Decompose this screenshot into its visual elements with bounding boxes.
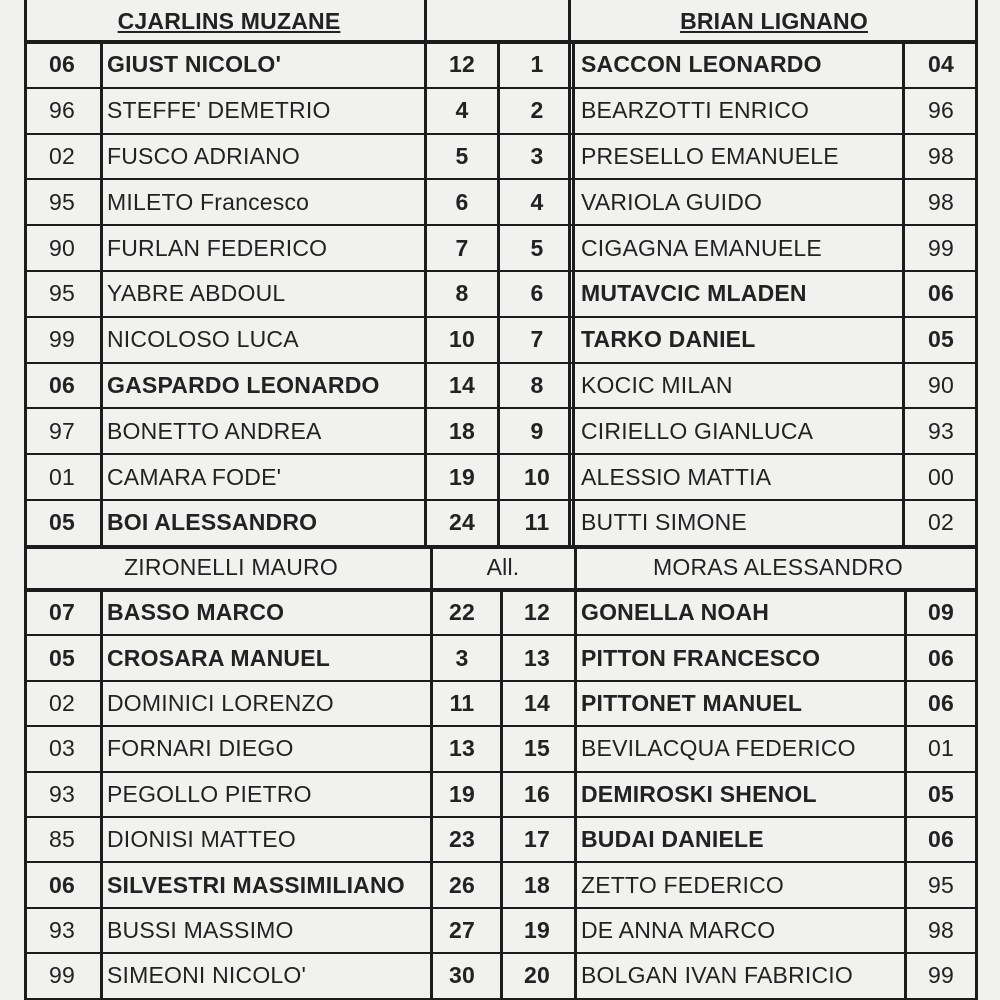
home-year-cell: 99 bbox=[49, 326, 75, 353]
away-player-name: VARIOLA GUIDO bbox=[581, 188, 763, 215]
away-year-cell: 98 bbox=[928, 142, 954, 169]
away-year-cell: 98 bbox=[928, 188, 954, 215]
away-player-name: MUTAVCIC MLADEN bbox=[581, 280, 807, 307]
away-player-name: ZETTO FEDERICO bbox=[581, 871, 784, 898]
home-player-name: YABRE ABDOUL bbox=[107, 280, 286, 307]
home-player-name: PEGOLLO PIETRO bbox=[107, 780, 312, 807]
away-year-cell: 02 bbox=[928, 509, 954, 536]
away-shirt-number: 18 bbox=[524, 871, 550, 898]
home-year-cell: 03 bbox=[49, 735, 75, 762]
away-year-cell: 98 bbox=[928, 916, 954, 943]
home-shirt-number: 26 bbox=[449, 871, 475, 898]
home-shirt-number: 4 bbox=[455, 97, 469, 124]
away-shirt-number: 12 bbox=[524, 599, 550, 626]
home-player-name: NICOLOSO LUCA bbox=[107, 326, 299, 353]
away-player-name: CIRIELLO GIANLUCA bbox=[581, 417, 814, 444]
away-player-name: BOLGAN IVAN FABRICIO bbox=[581, 962, 853, 989]
away-player-name: BEVILACQUA FEDERICO bbox=[581, 735, 856, 762]
away-player-name: BUTTI SIMONE bbox=[581, 509, 747, 536]
home-shirt-number: 10 bbox=[449, 326, 475, 353]
home-year-cell: 95 bbox=[49, 280, 75, 307]
home-year-cell: 85 bbox=[49, 826, 75, 853]
home-year-cell: 05 bbox=[49, 644, 75, 671]
home-player-name: DOMINICI LORENZO bbox=[107, 689, 334, 716]
home-player-name: DIONISI MATTEO bbox=[107, 826, 296, 853]
away-coach: MORAS ALESSANDRO bbox=[653, 553, 903, 580]
away-year-cell: 95 bbox=[928, 871, 954, 898]
away-player-name: CIGAGNA EMANUELE bbox=[581, 234, 822, 261]
home-year-cell: 99 bbox=[49, 962, 75, 989]
away-team-title: BRIAN LIGNANO bbox=[680, 7, 868, 34]
away-player-name: ALESSIO MATTIA bbox=[581, 463, 772, 490]
home-shirt-number: 3 bbox=[455, 644, 469, 671]
away-shirt-number: 15 bbox=[524, 735, 550, 762]
home-player-name: FORNARI DIEGO bbox=[107, 735, 294, 762]
away-year-cell: 93 bbox=[928, 417, 954, 444]
home-year-cell: 01 bbox=[49, 463, 75, 490]
home-shirt-number: 24 bbox=[449, 509, 475, 536]
home-shirt-number: 22 bbox=[449, 599, 475, 626]
away-player-name: BEARZOTTI ENRICO bbox=[581, 97, 810, 124]
home-player-name: BASSO MARCO bbox=[107, 599, 285, 626]
home-year-cell: 93 bbox=[49, 780, 75, 807]
home-year-cell: 93 bbox=[49, 916, 75, 943]
home-shirt-number: 19 bbox=[449, 463, 475, 490]
away-shirt-number: 3 bbox=[530, 142, 544, 169]
away-year-cell: 01 bbox=[928, 735, 954, 762]
home-year-cell: 97 bbox=[49, 417, 75, 444]
away-player-name: DE ANNA MARCO bbox=[581, 916, 776, 943]
home-player-name: SIMEONI NICOLO' bbox=[107, 962, 307, 989]
away-shirt-number: 1 bbox=[530, 51, 544, 78]
away-year-cell: 00 bbox=[928, 463, 954, 490]
home-year-cell: 06 bbox=[49, 51, 75, 78]
home-shirt-number: 6 bbox=[455, 188, 469, 215]
away-shirt-number: 4 bbox=[530, 188, 544, 215]
away-shirt-number: 5 bbox=[530, 234, 544, 261]
away-player-name: BUDAI DANIELE bbox=[581, 826, 764, 853]
away-shirt-number: 13 bbox=[524, 644, 550, 671]
home-team-title: CJARLINS MUZANE bbox=[117, 7, 341, 34]
home-player-name: MILETO Francesco bbox=[107, 188, 310, 215]
home-player-name: FURLAN FEDERICO bbox=[107, 234, 328, 261]
away-shirt-number: 17 bbox=[524, 826, 550, 853]
home-year-cell: 07 bbox=[49, 599, 75, 626]
away-shirt-number: 11 bbox=[524, 509, 550, 536]
home-player-name: BUSSI MASSIMO bbox=[107, 916, 294, 943]
away-year-cell: 04 bbox=[928, 51, 954, 78]
away-player-name: PITTON FRANCESCO bbox=[581, 644, 821, 671]
home-year-cell: 95 bbox=[49, 188, 75, 215]
away-year-cell: 96 bbox=[928, 97, 954, 124]
away-player-name: KOCIC MILAN bbox=[581, 371, 733, 398]
home-player-name: BONETTO ANDREA bbox=[107, 417, 322, 444]
away-year-cell: 06 bbox=[928, 689, 954, 716]
away-player-name: SACCON LEONARDO bbox=[581, 51, 822, 78]
home-shirt-number: 14 bbox=[449, 371, 475, 398]
away-player-name: PRESELLO EMANUELE bbox=[581, 142, 839, 169]
home-year-cell: 96 bbox=[49, 97, 75, 124]
home-player-name: CAMARA FODE' bbox=[107, 463, 282, 490]
away-year-cell: 99 bbox=[928, 234, 954, 261]
away-shirt-number: 9 bbox=[530, 417, 544, 444]
home-shirt-number: 5 bbox=[455, 142, 469, 169]
away-shirt-number: 10 bbox=[524, 463, 550, 490]
home-shirt-number: 30 bbox=[449, 962, 475, 989]
away-year-cell: 06 bbox=[928, 280, 954, 307]
away-shirt-number: 14 bbox=[524, 689, 550, 716]
away-shirt-number: 6 bbox=[530, 280, 544, 307]
away-year-cell: 06 bbox=[928, 826, 954, 853]
home-player-name: GIUST NICOLO' bbox=[107, 51, 282, 78]
home-shirt-number: 13 bbox=[449, 735, 475, 762]
home-year-cell: 06 bbox=[49, 371, 75, 398]
home-shirt-number: 27 bbox=[449, 916, 475, 943]
home-coach: ZIRONELLI MAURO bbox=[124, 553, 338, 580]
home-year-cell: 90 bbox=[49, 234, 75, 261]
away-year-cell: 05 bbox=[928, 780, 954, 807]
home-player-name: STEFFE' DEMETRIO bbox=[107, 97, 331, 124]
away-shirt-number: 2 bbox=[530, 97, 544, 124]
home-player-name: FUSCO ADRIANO bbox=[107, 142, 301, 169]
away-year-cell: 05 bbox=[928, 326, 954, 353]
home-shirt-number: 18 bbox=[449, 417, 475, 444]
away-shirt-number: 8 bbox=[530, 371, 544, 398]
home-shirt-number: 23 bbox=[449, 826, 475, 853]
home-year-cell: 05 bbox=[49, 509, 75, 536]
home-player-name: BOI ALESSANDRO bbox=[107, 509, 318, 536]
home-player-name: SILVESTRI MASSIMILIANO bbox=[107, 871, 405, 898]
away-shirt-number: 19 bbox=[524, 916, 550, 943]
away-shirt-number: 7 bbox=[530, 326, 544, 353]
away-player-name: GONELLA NOAH bbox=[581, 599, 770, 626]
home-shirt-number: 7 bbox=[455, 234, 469, 261]
away-shirt-number: 16 bbox=[524, 780, 550, 807]
coach-label: All. bbox=[486, 553, 520, 580]
home-player-name: CROSARA MANUEL bbox=[107, 644, 330, 671]
away-player-name: DEMIROSKI SHENOL bbox=[581, 780, 817, 807]
home-year-cell: 02 bbox=[49, 142, 75, 169]
home-player-name: GASPARDO LEONARDO bbox=[107, 371, 380, 398]
away-year-cell: 90 bbox=[928, 371, 954, 398]
home-shirt-number: 19 bbox=[449, 780, 475, 807]
away-player-name: TARKO DANIEL bbox=[581, 326, 756, 353]
home-year-cell: 02 bbox=[49, 689, 75, 716]
away-year-cell: 06 bbox=[928, 644, 954, 671]
away-year-cell: 99 bbox=[928, 962, 954, 989]
home-shirt-number: 11 bbox=[449, 689, 475, 716]
grid-line bbox=[574, 546, 577, 590]
away-year-cell: 09 bbox=[928, 599, 954, 626]
away-player-name: PITTONET MANUEL bbox=[581, 689, 803, 716]
home-year-cell: 06 bbox=[49, 871, 75, 898]
home-shirt-number: 12 bbox=[449, 51, 475, 78]
away-shirt-number: 20 bbox=[524, 962, 550, 989]
home-shirt-number: 8 bbox=[455, 280, 469, 307]
